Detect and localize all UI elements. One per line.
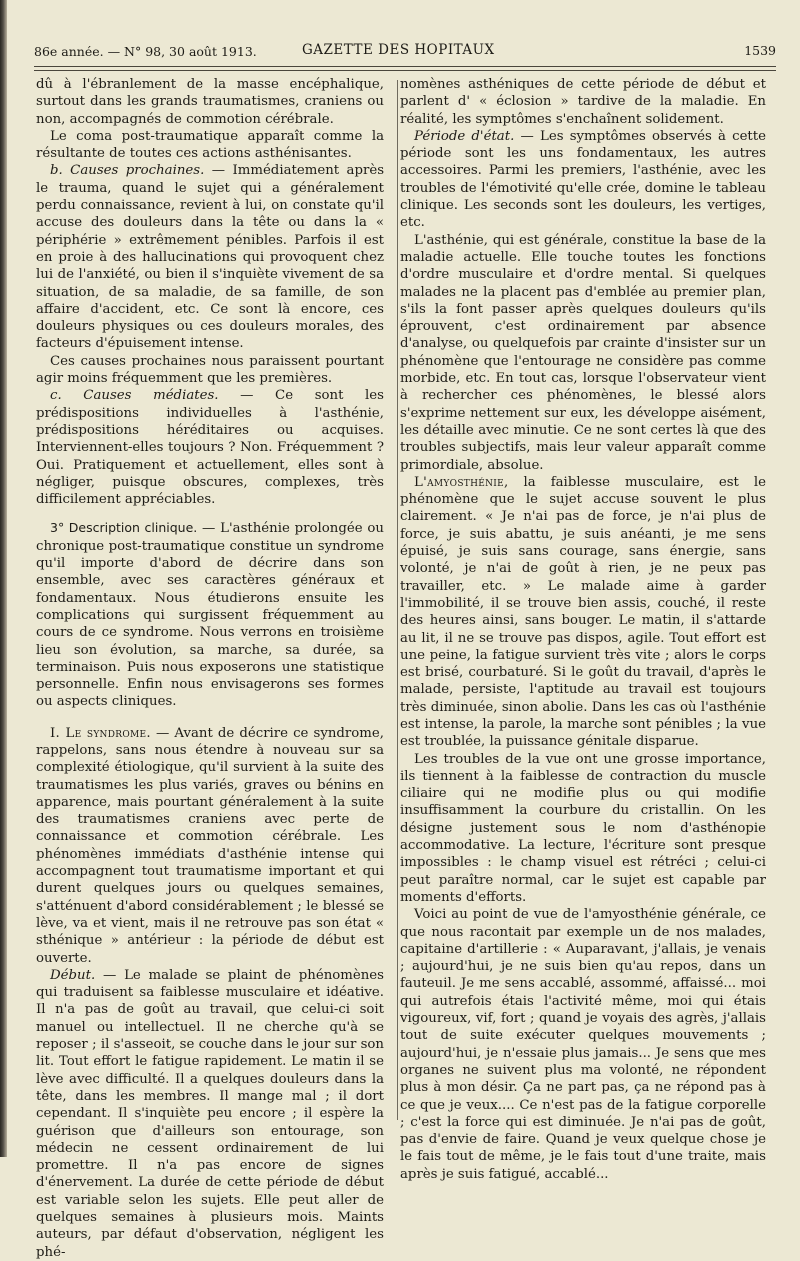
page-spine-shadow (0, 0, 7, 1157)
header-rule-bottom (34, 70, 776, 71)
section-label: b. Causes prochaines. (50, 163, 205, 179)
section-label: Période d'état. (414, 128, 515, 144)
section-heading: I. Le syndrome. (50, 725, 151, 741)
paragraph: Voici au point de vue de l'amyosthénie générale, ce que nous racontait par exemple un de nos malades, capitaine d'artillerie : « Auparavant, j'allais, je venais ; aujourd'hui, je ne suis bien qu'au repos, dans un fauteuil. Je me sens accablé, assommé, affaissé... moi qui autrefois étais l'activité même, moi qui étais vigoureux, vif, fort ; quand je voyais des agrès, j'allais tout de suite exécuter quelques mouvements ; aujourd'hui, je n'essaie plus jamais... Je sens que mes organes ne suivent plus ma volonté, ne répondent plus à mon désir. Ça ne part pas, ça ne répond pas à ce que je veux.... Ce n'est pas de la fatigue corporelle ; c'est la force qui est diminuée. Je n'ai pas de goût, pas d'envie de faire. Quand je veux quelque chose je le fais tout de même, je le fais tout d'une traite, mais après je suis fatigué, accablé... (400, 907, 766, 1182)
paragraph: Période d'état. — Les symptômes observés à cette période sont les uns fondamentaux, les autres accessoires. Parmi les premiers, l'asthénie, avec les troubles de l'émotivité qu'elle crée, domine le tableau clinique. Les seconds sont les douleurs, les vertiges, etc. (400, 128, 766, 231)
paragraph: I. Le syndrome. — Avant de décrire ce syndrome, rappelons, sans nous étendre à nouveau sur sa complexité étiologique, qu'il survient à la suite des traumatismes les plus variés, graves ou bénins en apparence, mais pourtant généralement à la suite des traumatismes craniens avec perte de connaissance et commotion cérébrale. Les phénomènes immédiats d'asthénie intense qui accompagnent tout traumatisme important et qui durent quelques jours ou quelques semaines, s'atténuent d'abord considérablement ; le blessé se lève, va et vient, mais il ne retrouve pas son état « sthénique » antérieur : la période de début est ouverte. (36, 725, 384, 966)
paragraph: b. Causes prochaines. — Immédiatement après le trauma, quand le sujet qui a généralement perdu connaissance, revient à lui, on constate qu'il accuse des douleurs dans la tête ou dans la « périphérie » extrêmement pénibles. Parfois il est en proie à des hallucinations qui provoquent chez lui de l'anxiété, ou bien il s'inquiète vivement de sa situation, de sa maladie, de sa famille, de son affaire d'accident, etc. Ce sont là encore, ces douleurs physiques ou ces douleurs morales, des facteurs d'épuisement intense. (36, 163, 385, 352)
right-column (400, 76, 766, 1183)
paragraph: 3° Description clinique. — L'asthénie prolongée ou chronique post-traumatique constitue un syndrome qu'il importe d'abord de décrire dans son ensemble, avec ses caractères généraux et fondamentaux. Nous étudierons ensuite les complications qui surgissent fréquemment au cours de ce syndrome. Nous verrons en troisième lieu son évolution, sa marche, sa durée, sa terminaison. Puis nous exposerons une statistique personnelle. Enfin nous envisagerons ses formes ou aspects cliniques. (36, 520, 384, 710)
header-rule-top (34, 66, 776, 67)
section-label: Début. (50, 967, 96, 983)
paragraph: Ces causes prochaines nous paraissent pourtant agir moins fréquemment que les premières. (36, 353, 384, 387)
column-divider (397, 80, 398, 1120)
section-label: L'amyosthénie, (414, 474, 509, 490)
paragraph: nomènes asthéniques de cette période de début et parlent d' « éclosion » tardive de la maladie. En réalité, les symptômes s'enchaînent solidement. (400, 77, 766, 127)
section-heading: 3° Description clinique. (50, 520, 198, 536)
paragraph: L'amyosthénie, la faiblesse musculaire, est le phénomène que le sujet accuse souvent le plus clairement. « Je n'ai pas de force, je n'ai plus de force, je suis abattu, je suis anéanti, je me sens épuisé, je suis sans courage, sans énergie, sans volonté, je n'ai de goût à rien, je ne peux pas travailler, etc. » Le malade aime à garder l'immobilité, il se trouve bien assis, couché, il reste des heures ainsi, sans bouger. Le matin, il s'attarde au lit, il ne se trouve pas dispos, agile. Tout effort est une peine, la fatigue survient très vite ; alors le corps est brisé, courbaturé. Si le goût du travail, d'après le malade, persiste, l'aptitude au travail est toujours très diminuée, sinon abolie. Dans les cas où l'asthénie est intense, la parole, la marche sont pénibles ; la vue est troublée, la puissance génitale disparue. (400, 474, 766, 750)
left-column (36, 76, 384, 1261)
paragraph: Début. — Le malade se plaint de phénomènes qui traduisent sa faiblesse musculaire et idéative. Il n'a pas de goût au travail, que celui-ci soit manuel ou intellectuel. Il ne cherche qu'à se reposer ; il s'asseoit, se couche dans le jour sur son lit. Tout effort le fatigue rapidement. Le matin il se lève avec difficulté. Il a quelques douleurs dans la tête, dans les membres. Il mange mal ; il dort cependant. Il s'inquiète peu encore ; il espère la guérison que d'ailleurs son entourage, son médecin ne cessent ordinairement de lui promettre. Il n'a pas encore de signes d'énervement. La durée de cette période de début est variable selon les sujets. Elle peut aller de quelques semaines à plusieurs mois. Maints auteurs, par défaut d'observation, négligent les phé- (36, 967, 384, 1260)
paragraph: Les troubles de la vue ont une grosse importance, ils tiennent à la faiblesse de contraction du muscle ciliaire qui ne modifie plus ou qui modifie insuffisamment la courbure du cristallin. On les désigne justement sous le nom d'asthénopie accommodative. La lecture, l'écriture sont presque impossibles : le champ visuel est rétréci ; celui-ci peut paraître normal, car le sujet est capable par moments d'efforts. (400, 751, 766, 905)
paragraph: Le coma post-traumatique apparaît comme la résultante de toutes ces actions asthénisantes. (36, 128, 384, 162)
paragraph: dû à l'ébranlement de la masse encéphalique, surtout dans les grands traumatismes, craniens ou non, accompagnés de commotion cérébrale. (36, 77, 384, 127)
paragraph: L'asthénie, qui est générale, constitue la base de la maladie actuelle. Elle touche toutes les fonctions d'ordre musculaire et d'ordre mental. Si quelques malades ne la placent pas d'emblée au premier plan, s'ils la font passer après quelques douleurs qu'ils éprouvent, c'est ordinairement par absence d'analyse, ou quelquefois par crainte d'insister sur un phénomène que l'entourage ne considère pas comme morbide, etc. En tout cas, lorsque l'observateur vient à rechercher ces phénomènes, le blessé alors s'exprime nettement sur eux, les développe aisément, les détaille avec minutie. Ce ne sont certes là que des troubles subjectifs, mais leur valeur apparaît comme primordiale, absolue. (400, 232, 766, 473)
section-label: c. Causes médiates. (50, 388, 219, 404)
paragraph: c. Causes médiates. — Ce sont les prédispositions individuelles à l'asthénie, prédispositions héréditaires ou acquises. Interviennent-elles toujours ? Non. Fréquemment ? Oui. Pratiquement et actuellement, elles sont à négliger, puisque obscures, complexes, très difficilement appréciables. (36, 388, 384, 508)
page-header (34, 42, 776, 62)
issue-line: 86e année. — N° 98, 30 août 1913. (34, 44, 257, 59)
journal-title: GAZETTE DES HOPITAUX (302, 42, 495, 58)
page-number: 1539 (744, 43, 776, 58)
